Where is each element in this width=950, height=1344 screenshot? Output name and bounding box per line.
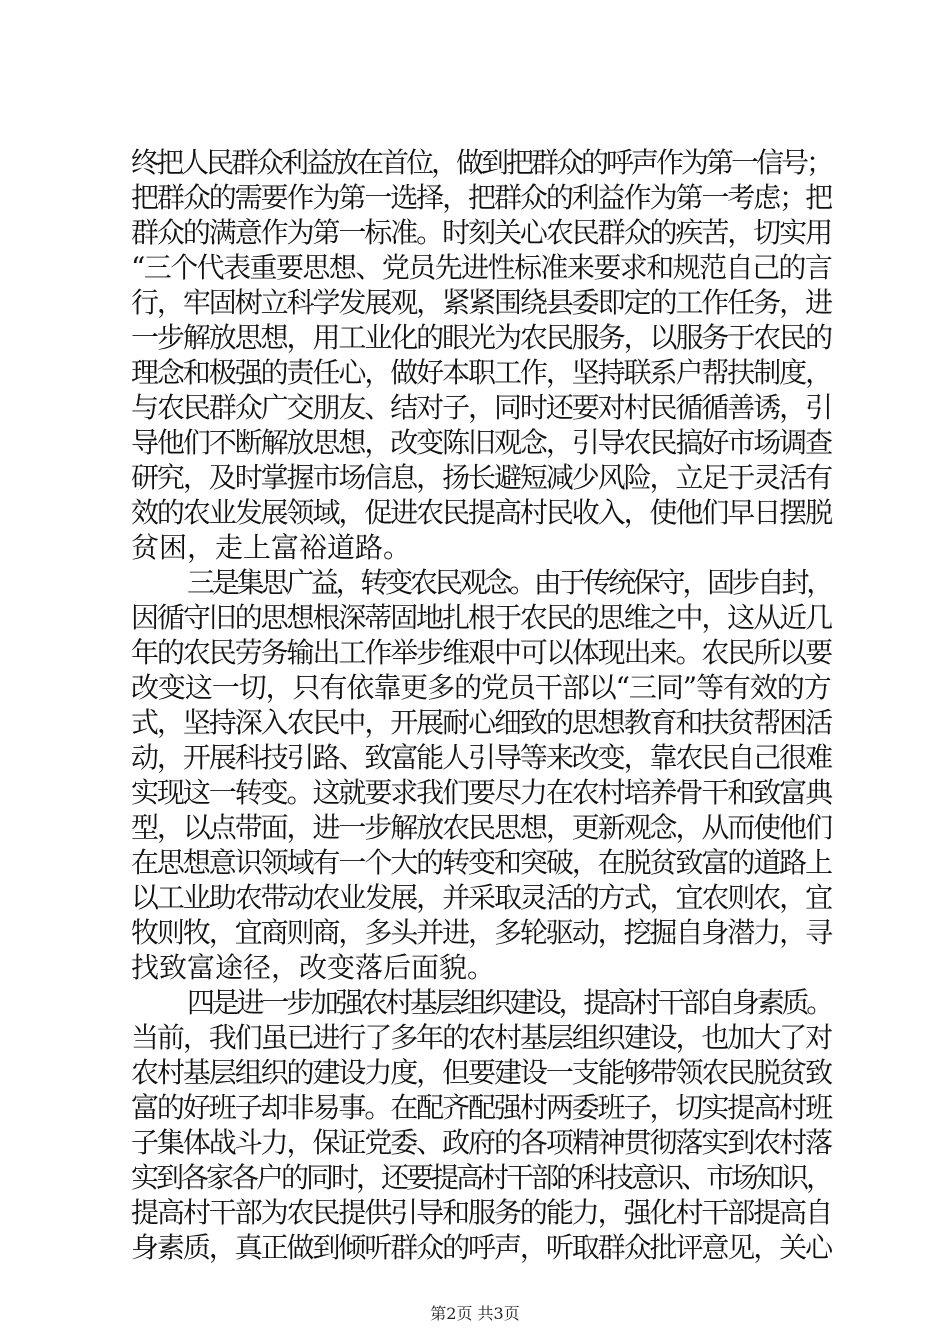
text-line: 式，坚持深入农民中，开展耐心细致的思想教育和扶贫帮困活 xyxy=(131,706,832,739)
text-line: 群众的满意作为第一标准。时刻关心农民群众的疾苦，切实用 xyxy=(131,216,832,249)
page-footer: 第2页 共3页 xyxy=(430,1304,520,1323)
text-line: 牧则牧，宜商则商，多头并进，多轮驱动，挖掘自身潜力，寻 xyxy=(131,916,832,949)
text-line: 因循守旧的思想根深蒂固地扎根于农民的思维之中，这从近几 xyxy=(131,601,832,634)
text-line: 实现这一转变。这就要求我们要尽力在农村培养骨干和致富典 xyxy=(131,776,832,809)
text-line: 以工业助农带动农业发展，并采取灵活的方式，宜农则农，宜 xyxy=(131,881,832,914)
text-line: 实到各家各户的同时，还要提高村干部的科技意识、市场知识， xyxy=(131,1161,832,1194)
text-line: 四是进一步加强农村基层组织建设，提高村干部自身素质。 xyxy=(187,986,832,1019)
text-line: 终把人民群众利益放在首位，做到把群众的呼声作为第一信号； xyxy=(131,146,832,179)
text-line: 在思想意识领域有一个大的转变和突破，在脱贫致富的道路上 xyxy=(131,846,832,879)
text-line: 导他们不断解放思想，改变陈旧观念，引导农民搞好市场调查 xyxy=(131,426,832,459)
text-line: 找致富途径，改变落后面貌。 xyxy=(131,951,496,984)
text-line: 贫困，走上富裕道路。 xyxy=(131,531,412,564)
text-line: 子集体战斗力，保证党委、政府的各项精神贯彻落实到农村落 xyxy=(131,1126,832,1159)
text-line: 提高村干部为农民提供引导和服务的能力，强化村干部提高自 xyxy=(131,1196,832,1229)
text-line: 改变这一切，只有依靠更多的党员干部以“三同”等有效的方 xyxy=(131,671,831,704)
text-line: 把群众的需要作为第一选择，把群众的利益作为第一考虑；把 xyxy=(131,181,832,214)
text-line: 理念和极强的责任心，做好本职工作，坚持联系户帮扶制度， xyxy=(131,356,832,389)
text-line: “三个代表重要思想、党员先进性标准来要求和规范自己的言 xyxy=(131,251,832,284)
text-line: 型，以点带面，进一步解放农民思想，更新观念，从而使他们 xyxy=(131,811,832,844)
text-line: 年的农民劳务输出工作举步维艰中可以体现出来。农民所以要 xyxy=(131,636,832,669)
text-line: 效的农业发展领域，促进农民提高村民收入，使他们早日摆脱 xyxy=(131,496,832,529)
text-line: 富的好班子却非易事。在配齐配强村两委班子，切实提高村班 xyxy=(131,1091,832,1124)
text-line: 与农民群众广交朋友、结对子，同时还要对村民循循善诱，引 xyxy=(131,391,832,424)
text-line: 一步解放思想，用工业化的眼光为农民服务，以服务于农民的 xyxy=(131,321,832,354)
text-line: 研究，及时掌握市场信息，扬长避短减少风险，立足于灵活有 xyxy=(131,461,832,494)
text-line: 农村基层组织的建设力度，但要建设一支能够带领农民脱贫致 xyxy=(131,1056,832,1089)
text-line: 身素质，真正做到倾听群众的呼声，听取群众批评意见，关心 xyxy=(131,1231,832,1264)
text-line: 三是集思广益，转变农民观念。由于传统保守，固步自封， xyxy=(187,566,832,599)
body-text xyxy=(131,145,831,1265)
text-line: 当前，我们虽已进行了多年的农村基层组织建设，也加大了对 xyxy=(131,1021,832,1054)
text-line: 行，牢固树立科学发展观，紧紧围绕县委即定的工作任务，进 xyxy=(131,286,832,319)
text-line: 动，开展科技引路、致富能人引导等来改变，靠农民自己很难 xyxy=(131,741,832,774)
